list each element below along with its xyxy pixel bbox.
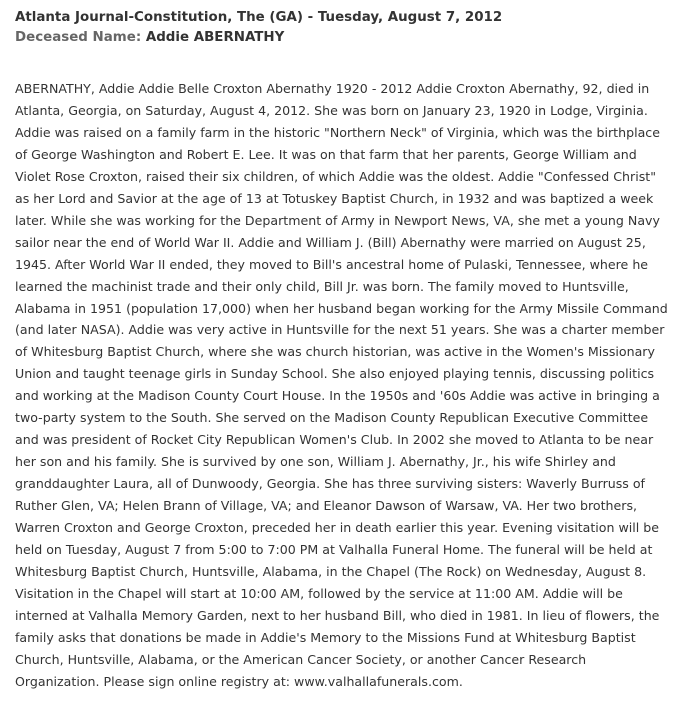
deceased-name: Addie ABERNATHY <box>145 30 285 45</box>
publication-date: Tuesday, August 7, 2012 <box>317 10 503 25</box>
deceased-line <box>15 28 669 48</box>
deceased-label: Deceased Name: <box>15 30 142 45</box>
publication-line <box>15 8 669 28</box>
publication-separator: - <box>303 10 318 25</box>
obituary-text: ABERNATHY, Addie Addie Belle Croxton Abernathy 1920 - 2012 Addie Croxton Abernathy, 92, died in Atlanta, Georgia, on Saturday, August 4, 2012. She was born on January 23, 1920 in Lodge, Virginia. Addie was raised on a family farm in the historic "Northern Neck" of Virginia, which was the birthplace of George Washington and Robert E. Lee. It was on that farm that her parents, George William and Violet Rose Croxton, raised their six children, of which Addie was the oldest. Addie "Confessed Christ" as her Lord and Savior at the age of 13 at Totuskey Baptist Church, in 1932 and was baptized a week later. While she was working for the Department of Army in Newport News, VA, she met a young Navy sailor near the end of World War II. Addie and William J. (Bill) Abernathy were married on August 25, 1945. After World War II ended, they moved to Bill's ancestral home of Pulaski, Tennessee, where he learned the machinist trade and their only child, Bill Jr. was born. The family moved to Huntsville, Alabama in 1951 (population 17,000) when her husband began working for the Army Missile Command (and later NASA). Addie was very active in Huntsville for the next 51 years. She was a charter member of Whitesburg Baptist Church, where she was church historian, was active in the Women's Missionary Union and taught teenage girls in Sunday School. She also enjoyed playing tennis, discussing politics and working at the Madison County Court House. In the 1950s and '60s Addie was active in bringing a two-party system to the South. She served on the Madison County Republican Executive Committee and was president of Rocket City Republican Women's Club. In 2002 she moved to Atlanta to be near her son and his family. She is survived by one son, William J. Abernathy, Jr., his wife Shirley and granddaughter Laura, all of Dunwoody, Georgia. She has three surviving sisters: Waverly Burruss of Ruther Glen, VA; Helen Brann of Village, VA; and Eleanor Dawson of Warsaw, VA. Her two brothers, Warren Croxton and George Croxton, preceded her in death earlier this year. Evening visitation will be held on Tuesday, August 7 from 5:00 to 7:00 PM at Valhalla Funeral Home. The funeral will be held at Whitesburg Baptist Church, Huntsville, Alabama, in the Chapel (The Rock) on Wednesday, August 8. Visitation in the Chapel will start at 10:00 AM, followed by the service at 11:00 AM. Addie will be interned at Valhalla Memory Garden, next to her husband Bill, who died in 1981. In lieu of flowers, the family asks that donations be made in Addie's Memory to the Missions Fund at Whitesburg Baptist Church, Huntsville, Alabama, or the American Cancer Society, or another Cancer Research Organization. Please sign online registry at: www.valhallafunerals.com. <box>15 81 668 689</box>
publication-source: Atlanta Journal-Constitution, The (GA) <box>15 10 303 25</box>
